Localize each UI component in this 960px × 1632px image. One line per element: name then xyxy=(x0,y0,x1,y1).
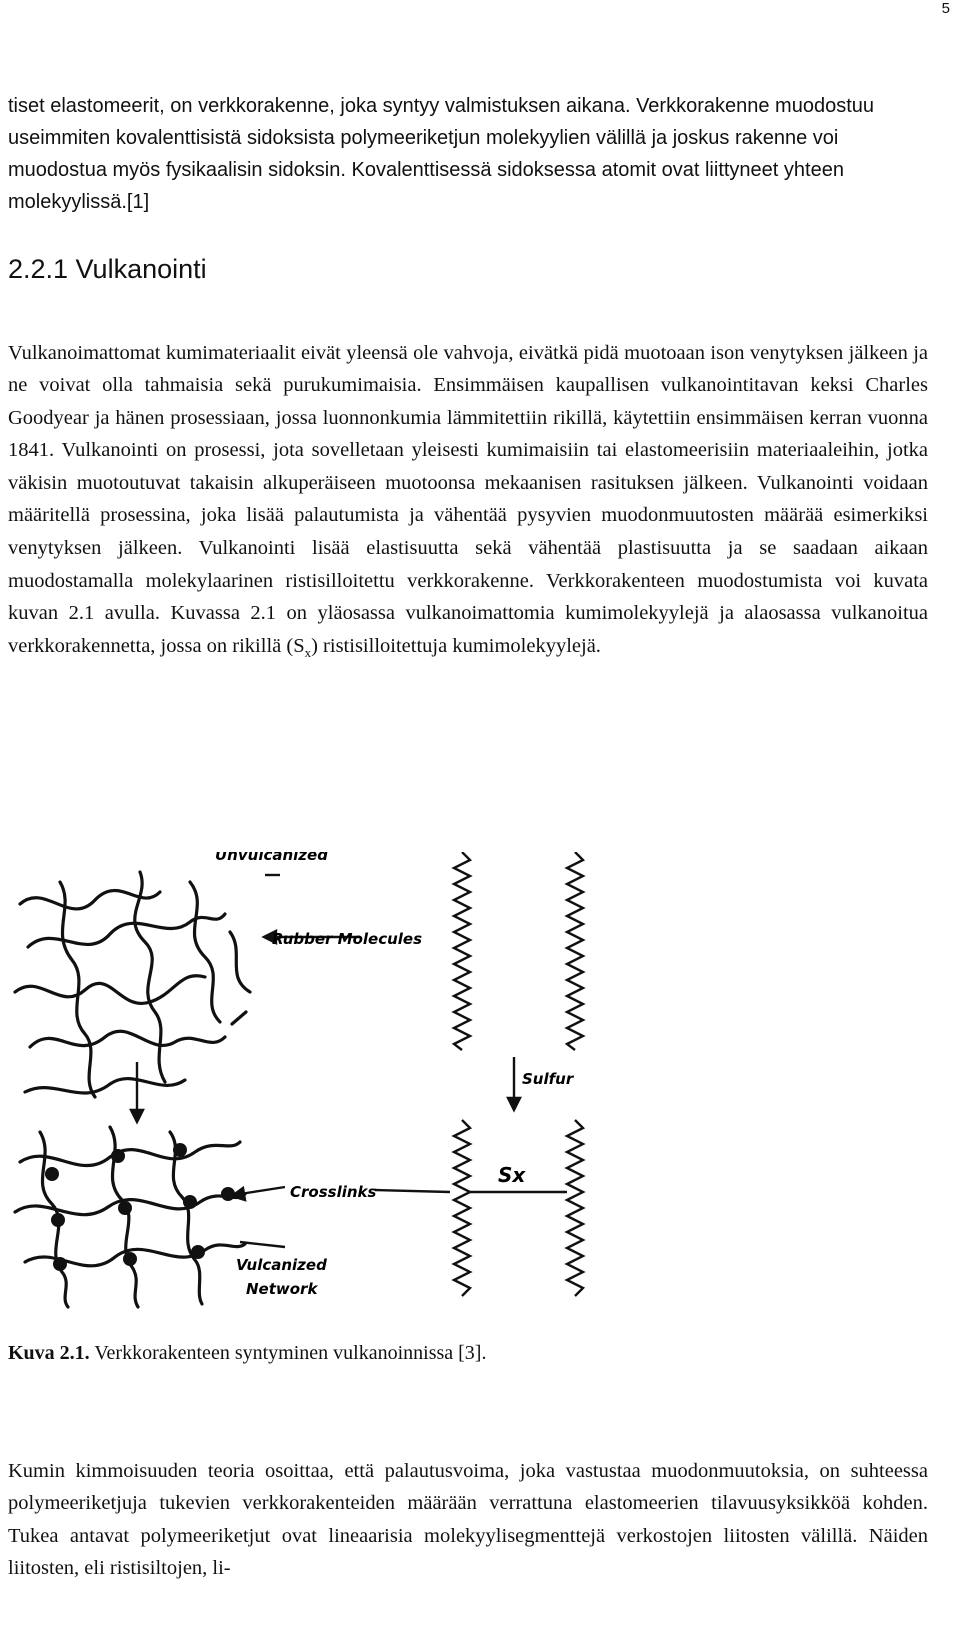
page-number: 5 xyxy=(941,0,950,17)
label-vulcanized: Vulcanized xyxy=(236,1256,327,1274)
figure-caption xyxy=(8,1342,486,1365)
section-heading: 2.2.1 Vulkanointi xyxy=(8,254,207,284)
label-crosslinks: Crosslinks xyxy=(290,1183,377,1201)
paragraph-text: Vulkanoimattomat kumimateriaalit eivät yleensä ole vahvoja, eivätkä pidä muotoaan ison venytyksen jälkeen ja ne voivat olla tahmaisia sekä purukumimaisia. Ensimmäisen kaupallisen vulkanointitavan keksi Charles Goodyear ja hänen prosessiaan, jossa luonnonkumia lämmitettiin rikillä, käytettiin ensimmäisen kerran vuonna 1841. Vulkanointi on prosessi, jota sovelletaan yleisesti kumimaisiin tai elastomeerisiin materiaaleihin, jotka väkisin muotoutuvat takaisin alkuperäiseen muotoonsa mekaanisen rasituksen jälkeen. Vulkanointi voidaan määritellä prosessina, joka lisää palautumista ja vähentää pysyvien muodonmuutosten määrää esimerkiksi venytyksen jälkeen. Vulkanointi lisää elastisuutta sekä vähentää plastisuutta ja se saadaan aikaan muodostamalla molekylaarinen ristisilloitettu verkkorakenne. Verkkorakenteen muodostumista voi kuvata kuvan 2.1 avulla. Kuvassa 2.1 on yläosassa vulkanoimattomia kumimolekyylejä ja alaosassa vulkanoitua verkkorakennetta, jossa on rikillä (S xyxy=(8,341,928,657)
paragraph-vulcanization xyxy=(8,337,928,670)
paragraph-text-end: ) ristisilloitettuja kumimolekyylejä. xyxy=(311,634,601,657)
paragraph-elasticity: Kumin kimmoisuuden teoria osoittaa, että palautusvoima, joka vastustaa muodonmuutoksia, on suhteessa polymeeriketjuja tukevien verkkorakenteiden määrään verrattuna elastomeerien tilavuusyksikköä kohden. Tukea antavat polymeeriketjut ovat lineaarisia molekyylisegmenttejä verkostojen liitosten välillä. Näiden liitosten, eli ristisiltojen, li- xyxy=(8,1459,928,1580)
caption-text: Verkkorakenteen syntyminen vulkanoinnissa [3]. xyxy=(89,1342,487,1364)
paragraph-intro: tiset elastomeerit, on verkkorakenne, joka syntyy valmistuksen aikana. Verkkorakenne muodostuu useimmiten kovalenttisistä sidoksista polymeeriketjun molekyylien välillä ja joskus rakenne voi muodostua myös fysikaalisin sidoksin. Kovalenttisessä sidoksessa atomit ovat liittyneet yhteen molekyylissä.[1] xyxy=(8,95,874,213)
subscript-x: x xyxy=(304,644,312,660)
figure-vulcanization xyxy=(0,852,960,1312)
vulcanized-chains xyxy=(15,1127,245,1307)
label-sx: Sx xyxy=(498,1163,526,1187)
label-sulfur: Sulfur xyxy=(522,1070,574,1088)
label-unvulcanized: Unvulcanized xyxy=(215,852,328,864)
label-network: Network xyxy=(246,1280,318,1298)
caption-label: Kuva 2.1. xyxy=(8,1342,90,1364)
label-rubber-molecules: Rubber Molecules xyxy=(272,930,423,948)
vulcanization-diagram xyxy=(0,852,960,1312)
unvulcanized-chains xyxy=(15,872,250,1097)
